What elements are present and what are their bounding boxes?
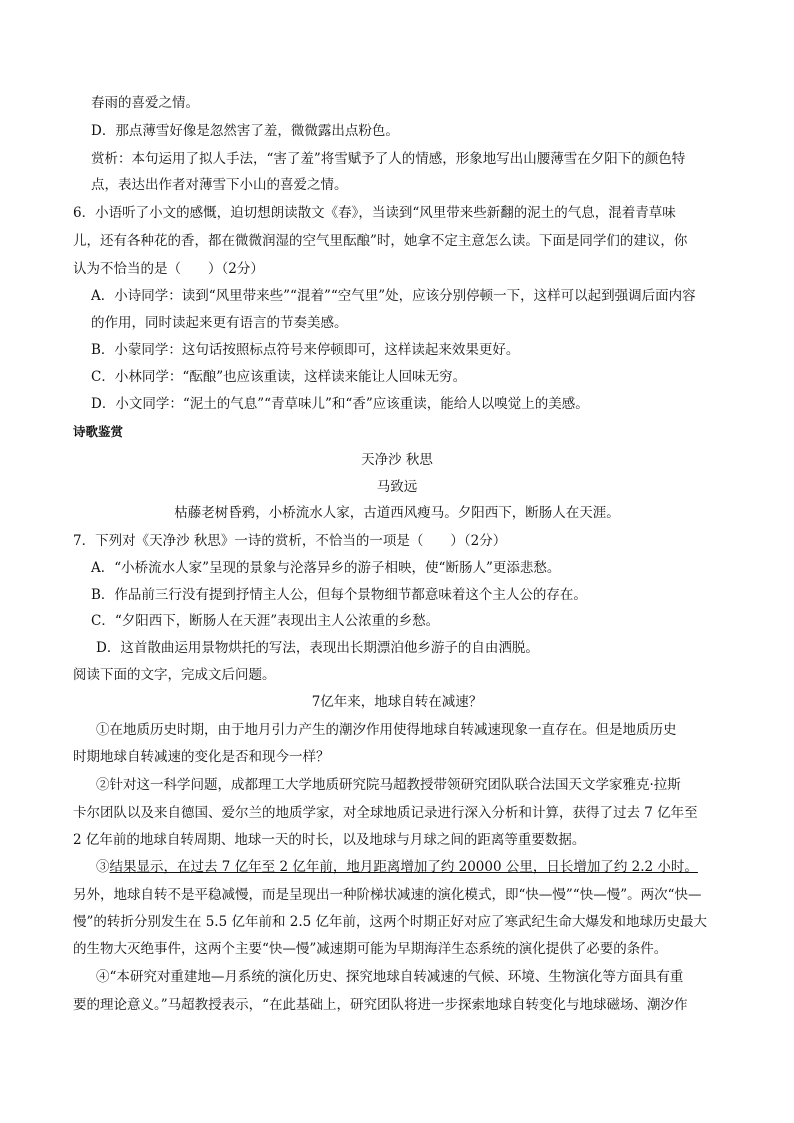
q7-option-d: D．这首散曲运用景物烘托的写法，表现出长期漂泊他乡游子的自由洒脱。 xyxy=(96,640,539,656)
q7-option-b: B．作品前三行没有提到抒情主人公，但每个景物细节都意味着这个主人公的存在。 xyxy=(91,587,587,603)
q6-stem: 认为不恰当的是（ ）（2分） xyxy=(73,261,264,277)
article-paragraph-3-cont: 慢”的转折分别发生在 5.5 亿年前和 2.5 亿年前，这两个时期正好对应了寒武纪生命大爆发和地球历史最大 xyxy=(73,914,708,930)
intro-line: 春雨的喜爱之情。 xyxy=(91,95,199,111)
q6-option-c: C．小林同学：“酝酿”也应该重读，这样读来能让人回味无穷。 xyxy=(91,369,467,385)
poem-title: 天净沙 秋思 xyxy=(361,452,433,468)
q6-option-d: D．小文同学：“泥土的气息”“青草味儿”和“香”应该重读，能给人以嗅觉上的美感。 xyxy=(91,396,589,412)
poem-body: 枯藤老树昏鸦，小桥流水人家，古道西风瘦马。夕阳西下，断肠人在天涯。 xyxy=(174,505,620,521)
article-paragraph-4-cont: 要的理论意义。”马超教授表示，“在此基础上，研究团队将进一步探索地球自转变化与地球磁场、潮汐作 xyxy=(73,997,688,1013)
article-paragraph-1-cont: 时期地球自转减速的变化是否和现今一样？ xyxy=(73,749,330,765)
reading-instruction: 阅读下面的文字，完成文后问题。 xyxy=(73,667,276,683)
q6-option-b: B．小蒙同学：这句话按照标点符号来停顿即可，这样读起来效果更好。 xyxy=(91,342,520,358)
article-paragraph-3-cont: 的生物大灭绝事件，这两个主要“快—慢”减速期可能为早期海洋生态系统的演化提供了必要的条件。 xyxy=(73,941,668,957)
q6-option-a-cont: 的作用，同时读起来更有语言的节奏美感。 xyxy=(91,315,348,331)
q7-option-c: C．“夕阳西下，断肠人在天涯”表现出主人公浓重的乡愁。 xyxy=(91,613,440,629)
paragraph-marker: ③ xyxy=(96,859,110,875)
article-paragraph-2-cont: 2 亿年前的地球自转周期、地球一天的时长，以及地球与月球之间的距离等重要数据。 xyxy=(73,832,586,848)
analysis-line: 点，表达出作者对薄雪下小山的喜爱之情。 xyxy=(91,177,348,193)
q6-stem: 儿，还有各种花的香，都在微微润湿的空气里酝酿”时，她拿不定主意怎么读。下面是同学们的建议，你 xyxy=(73,233,688,249)
article-paragraph-3-first xyxy=(96,858,698,876)
article-paragraph-3-cont: 另外，地球自转不是平稳减慢，而是呈现出一种阶梯状减速的演化模式，即“快—慢”“快—慢”。两次“快— xyxy=(73,887,702,903)
article-title: 7亿年来，地球自转在减速？ xyxy=(311,694,483,710)
q7-option-a: A．“小桥流水人家”呈现的景象与沦落异乡的游子相映，使“断肠人”更添悲愁。 xyxy=(91,560,561,576)
q6-stem: 6．小语听了小文的感慨，迫切想朗读散文《春》，当读到“风里带来些新翻的泥土的气息，混着青草味 xyxy=(73,205,676,221)
q6-option-a: A．小诗同学：读到“风里带来些”“混着”“空气里”处，应该分别停顿一下，这样可以起到强调后面内容 xyxy=(91,288,696,304)
section-heading-poetry: 诗歌鉴赏 xyxy=(73,424,124,439)
option-d: D．那点薄雪好像是忽然害了羞，微微露出点粉色。 xyxy=(91,123,399,139)
analysis-line: 赏析：本句运用了拟人手法，“害了羞”将雪赋予了人的情感，形象地写出山腰薄雪在夕阳下的颜色特 xyxy=(91,151,686,167)
article-paragraph-2-cont: 卡尔团队以及来自德国、爱尔兰的地质学家，对全球地质记录进行深入分析和计算，获得了过去 7 亿年至 xyxy=(73,805,698,821)
article-paragraph-4: ④“本研究对重建地—月系统的演化历史、探究地球自转减速的气候、环境、生物演化等方面具有重 xyxy=(96,969,684,985)
poem-author: 马致远 xyxy=(376,479,418,495)
underlined-sentence: 结果显示，在过去 7 亿年至 2 亿年前，地月距离增加了约 20000 公里，日长增加了约 2.2 小时。 xyxy=(109,859,698,875)
article-paragraph-2: ②针对这一科学问题，成都理工大学地质研究院马超教授带领研究团队联合法国天文学家雅克·拉斯 xyxy=(96,777,681,793)
q7-stem: 7．下列对《天净沙 秋思》一诗的赏析，不恰当的一项是（ ）（2分） xyxy=(73,533,507,549)
article-paragraph-1: ①在地质历史时期，由于地月引力产生的潮汐作用使得地球自转减速现象一直存在。但是地质历史 xyxy=(96,722,677,738)
